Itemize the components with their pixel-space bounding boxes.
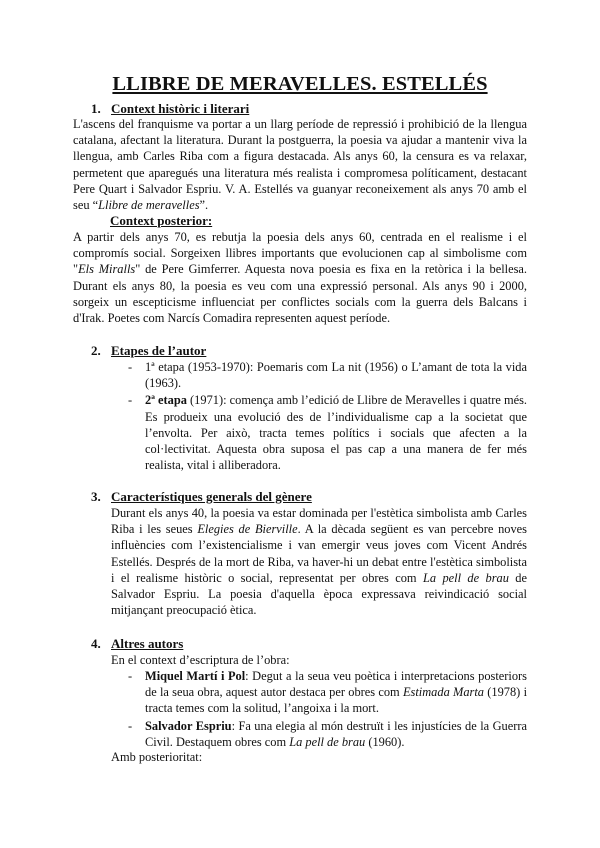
author-2-text-b: (1960).	[365, 734, 405, 749]
section-3-text-3: de Salvador Espriu. La poesia d'aquella època expressava reivindicació social mitjançant preocupació ètica.	[111, 570, 528, 618]
document-title: LLIBRE DE MERAVELLES. ESTELLÉS	[112, 73, 488, 95]
author-1-text-b: (1978) i tracta temes com la solitud, l’angoixa i la mort.	[145, 685, 528, 716]
list-item	[128, 668, 528, 717]
context-posterior-paragraph	[73, 229, 527, 326]
section-1-title: Context històric i literari	[111, 101, 250, 116]
section-1-paragraph	[73, 116, 527, 213]
section-4-number: 4.	[91, 636, 101, 651]
section-3-text-1: Durant els anys 40, la poesia va estar dominada per l'estètica simbolista amb Carles Riba i les seues	[111, 506, 527, 537]
section-4-outro: Amb posterioritat:	[111, 750, 203, 764]
author-1-text-a: : Degut a la seua veu poètica i interpretacions posteriors de la seua obra, aquest autor destaca per obres com	[145, 669, 527, 700]
context-posterior-text-2: " de Pere Gimferrer. Aquesta nova poesia es fixa en la retòrica i la bellesa. Durant els anys 80, la poesia es veu com una expressió personal. Als anys 90 i 2000, sorgeix un escepticisme influenciat per conflictes socials com la guerra dels Balcans i d'Irak. Poetes com Narcís Comadira representen aquest període.	[73, 262, 528, 326]
list-item	[128, 359, 527, 391]
section-1-heading	[91, 101, 249, 117]
etapes-list	[128, 359, 528, 474]
dash-bullet: -	[128, 360, 133, 374]
book-title-llibre-de-meravelles: Llibre de meravelles	[98, 198, 200, 213]
section-4-intro: En el context d’escriptura de l’obra:	[111, 653, 290, 667]
list-item	[128, 392, 528, 473]
section-4-heading	[91, 636, 183, 652]
section-1-text: L'ascens del franquisme va portar a un llarg període de repressió i prohibició de la llengua catalana, afectant la literatura. Durant la postguerra, la poesia va ajudar a mantenir viva la llengua, amb Carles Riba com a figura destacada. Als anys 60, la censura es va relaxar, permetent que aparegués una literatura més realista i compromesa políticament, destacant Pere Quart i Salvador Espriu. V. A. Estellés va guanyar reconeixement als anys 70 amb el seu “	[73, 117, 527, 213]
etapa-2-text: (1971): comença amb l’edició de Llibre de Meravelles i quatre més. Es produeix una evolució des de l’individualisme cap a la societat que l’envolta. Per això, tracta temes polítics i socials que afecten a la col·lectivitat. Aquesta obra suposa el pas cap a una manera de fer més realista, vital i alliberadora.	[145, 393, 528, 473]
author-name-espriu: Salvador Espriu	[145, 718, 232, 733]
section-2-number: 2.	[91, 343, 101, 358]
section-2-heading	[91, 343, 206, 359]
section-2-title: Etapes de l’autor	[111, 343, 207, 358]
book-title-els-miralls: Els Miralls	[78, 262, 136, 277]
context-posterior-text-1: A partir dels anys 70, es rebutja la poesia dels anys 60, centrada en el realisme i el compromís social. Sorgeixen llibres importants que evolucionen cap al simbolisme com "	[73, 230, 527, 277]
book-title-la-pell-de-brau-2: La pell de brau	[289, 734, 366, 749]
section-3-number: 3.	[91, 489, 101, 504]
section-3-text-2: . A la dècada següent es van percebre noves influències com l’existencialisme i van emergir veus joves com Vicent Andrés Estellés. Després de la mort de Riba, va haver-hi un debat entre l'estètica simbolista i el realisme històric o social, representat per obres com	[111, 522, 527, 585]
dash-bullet: -	[128, 669, 133, 683]
book-title-la-pell-de-brau: La pell de brau	[422, 570, 509, 585]
etapa-1-text: 1ª etapa (1953-1970): Poemaris com La nit (1956) o L’amant de tota la vida (1963).	[145, 360, 527, 391]
etapa-2-label: 2ª etapa	[145, 393, 187, 408]
book-title-estimada-marta: Estimada Marta	[402, 685, 485, 700]
section-3-title: Característiques generals del gènere	[111, 489, 312, 504]
autors-list	[128, 668, 528, 751]
list-item	[128, 718, 527, 750]
section-4-title: Altres autors	[111, 636, 184, 651]
author-name-marti-i-pol: Miquel Martí i Pol	[145, 669, 246, 683]
author-2-text-a: : Fa una elegia al món destruït i les injustícies de la Guerra Civil. Destaquem obres com	[145, 718, 527, 749]
dash-bullet: -	[128, 393, 133, 408]
section-3-paragraph	[111, 505, 527, 618]
section-1-text-end: ”.	[199, 198, 209, 213]
book-title-elegies: Elegies de Bierville	[197, 522, 298, 537]
section-1-number: 1.	[91, 101, 101, 116]
dash-bullet: -	[128, 718, 133, 733]
section-3-heading	[91, 489, 312, 505]
context-posterior-heading: Context posterior:	[110, 213, 213, 228]
